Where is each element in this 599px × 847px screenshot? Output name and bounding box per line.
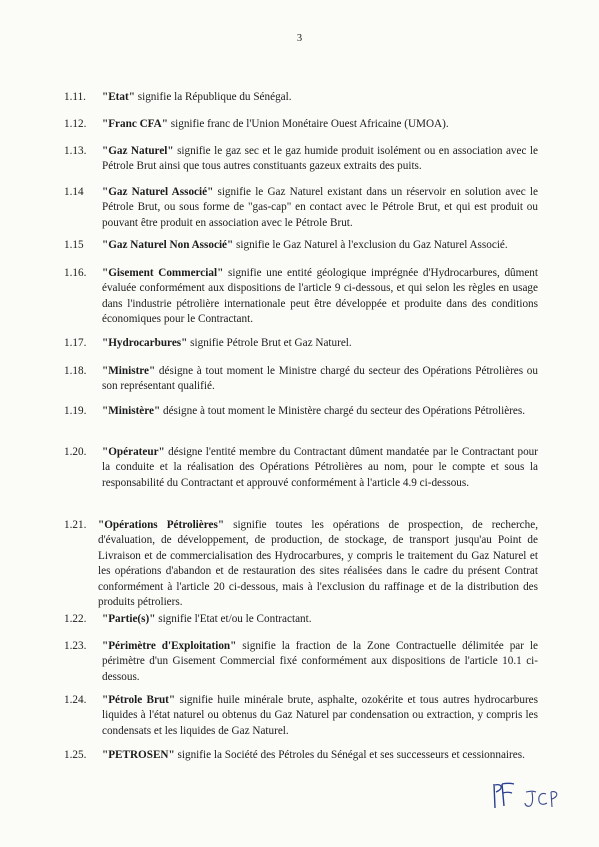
definition-text: [102, 90, 538, 105]
definition-body: signifie le gaz sec et le gaz humide produit isolément ou en association avec le Pétrole Brut ainsi que tous autres constituants gazeux extraits des puits.: [102, 145, 538, 173]
definition-text: [102, 117, 538, 132]
definition-body: signifie franc de l'Union Monétaire Ouest Africaine (UMOA).: [167, 118, 449, 130]
page-number: 3: [296, 33, 303, 44]
definition-term: "Opérateur": [102, 446, 165, 458]
definition-number: 1.14: [64, 186, 84, 198]
definition-text: [102, 639, 538, 685]
definition-number: 1.15: [64, 239, 84, 251]
definition-text: [102, 445, 538, 491]
definition-number: 1.17.: [64, 337, 87, 349]
definition-term: "Opérations Pétrolières": [98, 519, 225, 531]
definition-body: désigne à tout moment le Ministère chargé du secteur des Opérations Pétrolières.: [160, 405, 526, 417]
definition-body: signifie huile minérale brute, asphalte, ozokérite et tous autres hydrocarbures liquides à l'état naturel ou obtenus du Gaz Naturel par condensation ou extraction, y compris les condensats et les liquides de Gaz Naturel.: [102, 694, 538, 737]
definition-term: "Pétrole Brut": [102, 694, 176, 706]
definition-item: [64, 445, 538, 491]
definition-text: [102, 364, 538, 395]
definition-term: "PETROSEN": [102, 749, 175, 761]
definition-body: signifie Pétrole Brut et Gaz Naturel.: [187, 337, 352, 349]
definition-item: [64, 518, 538, 610]
definition-number: 1.18.: [64, 365, 87, 377]
definition-body: signifie une entité géologique imprégnée d'Hydrocarbures, dûment évaluée conformément aux dispositions de l'article 9 ci-dessous, et qui selon les règles en usage dans l'industrie pétrolière internationale peut être développée et produite dans des conditions économiques pour le Contractant.: [102, 267, 539, 326]
definition-term: "Gaz Naturel Non Associé": [102, 239, 234, 251]
definition-number: 1.23.: [64, 640, 87, 652]
definition-item: [64, 117, 538, 132]
definition-body: signifie le Gaz Naturel à l'exclusion du Gaz Naturel Associé.: [233, 239, 508, 251]
definition-term: "Ministre": [102, 365, 156, 377]
definition-body: signifie la République du Sénégal.: [134, 91, 292, 103]
definition-text: [102, 693, 538, 739]
handwritten-initials: [490, 780, 570, 812]
definition-text: [102, 144, 538, 175]
definition-body: signifie le Gaz Naturel existant dans un réservoir en solution avec le Pétrole Brut, ou sous forme de "gas-cap" en contact avec le Pétrole Brut, et qui est produit ou pouvant être produit en association avec le Pétrole Brut.: [102, 186, 538, 229]
definition-body: désigne l'entité membre du Contractant dûment mandatée par le Contractant pour la conduite et la réalisation des Opérations Pétrolières au nom, pour le compte et sous la responsabilité du Contractant et approuvé conformément à l'article 4.9 ci-dessous.: [102, 446, 538, 489]
definition-number: 1.24.: [64, 694, 87, 706]
definition-item: [64, 364, 538, 395]
definition-item: [64, 144, 538, 175]
definition-item: [64, 748, 538, 763]
definition-number: 1.11.: [64, 91, 86, 103]
definition-text: [98, 518, 538, 610]
definition-item: [64, 238, 538, 253]
definition-body: désigne à tout moment le Ministre chargé du secteur des Opérations Pétrolières ou son représentant qualifié.: [102, 365, 538, 393]
definition-item: [64, 185, 538, 231]
definition-term: "Hydrocarbures": [102, 337, 188, 349]
definition-term: "Ministère": [102, 405, 161, 417]
definition-text: [102, 238, 538, 253]
definition-term: "Gisement Commercial": [102, 267, 224, 279]
definition-text: [102, 612, 538, 627]
definition-number: 1.16.: [64, 267, 87, 279]
definition-item: [64, 90, 538, 105]
definition-text: [102, 748, 538, 763]
definition-term: "Partie(s)": [102, 613, 156, 625]
definition-number: 1.22.: [64, 613, 87, 625]
definition-text: [102, 404, 538, 419]
definition-text: [102, 336, 538, 351]
definition-number: 1.19.: [64, 405, 87, 417]
definition-item: [64, 336, 538, 351]
definition-item: [64, 266, 538, 328]
definition-text: [102, 185, 538, 231]
definition-item: [64, 693, 538, 739]
definition-term: "Périmètre d'Exploitation": [102, 640, 237, 652]
definition-term: "Franc CFA": [102, 118, 168, 130]
definition-term: "Gaz Naturel": [102, 145, 174, 157]
definition-body: signifie la Société des Pétroles du Sénégal et ses successeurs et cessionnaires.: [174, 749, 525, 761]
definition-body: signifie la fraction de la Zone Contractuelle délimitée par le périmètre d'un Gisement Commercial fixé conformément aux dispositions de l'article 10.1 ci-dessous.: [102, 640, 538, 683]
definition-item: [64, 639, 538, 685]
definition-number: 1.25.: [64, 749, 87, 761]
definition-text: [102, 266, 538, 328]
definition-term: "Etat": [102, 91, 135, 103]
definition-term: "Gaz Naturel Associé": [102, 186, 214, 198]
definition-number: 1.12.: [64, 118, 87, 130]
definition-body: signifie l'Etat et/ou le Contractant.: [155, 613, 312, 625]
definition-number: 1.20.: [64, 446, 87, 458]
definition-item: [64, 404, 538, 419]
definition-body: signifie toutes les opérations de prospection, de recherche, d'évaluation, de développement, de production, de stockage, de transport jusqu'au Point de Livraison et de commercialisation des Hydrocarbures, y compris le traitement du Gaz Naturel et les opérations d'abandon et de restauration des sites réalisées dans le cadre du présent Contrat conformément à l'article 20 ci-dessous, mais à l'exclusion du raffinage et de la distribution des produits pétroliers.: [98, 519, 538, 609]
definition-item: [64, 612, 538, 627]
definition-number: 1.13.: [64, 145, 87, 157]
definition-number: 1.21.: [64, 519, 87, 531]
